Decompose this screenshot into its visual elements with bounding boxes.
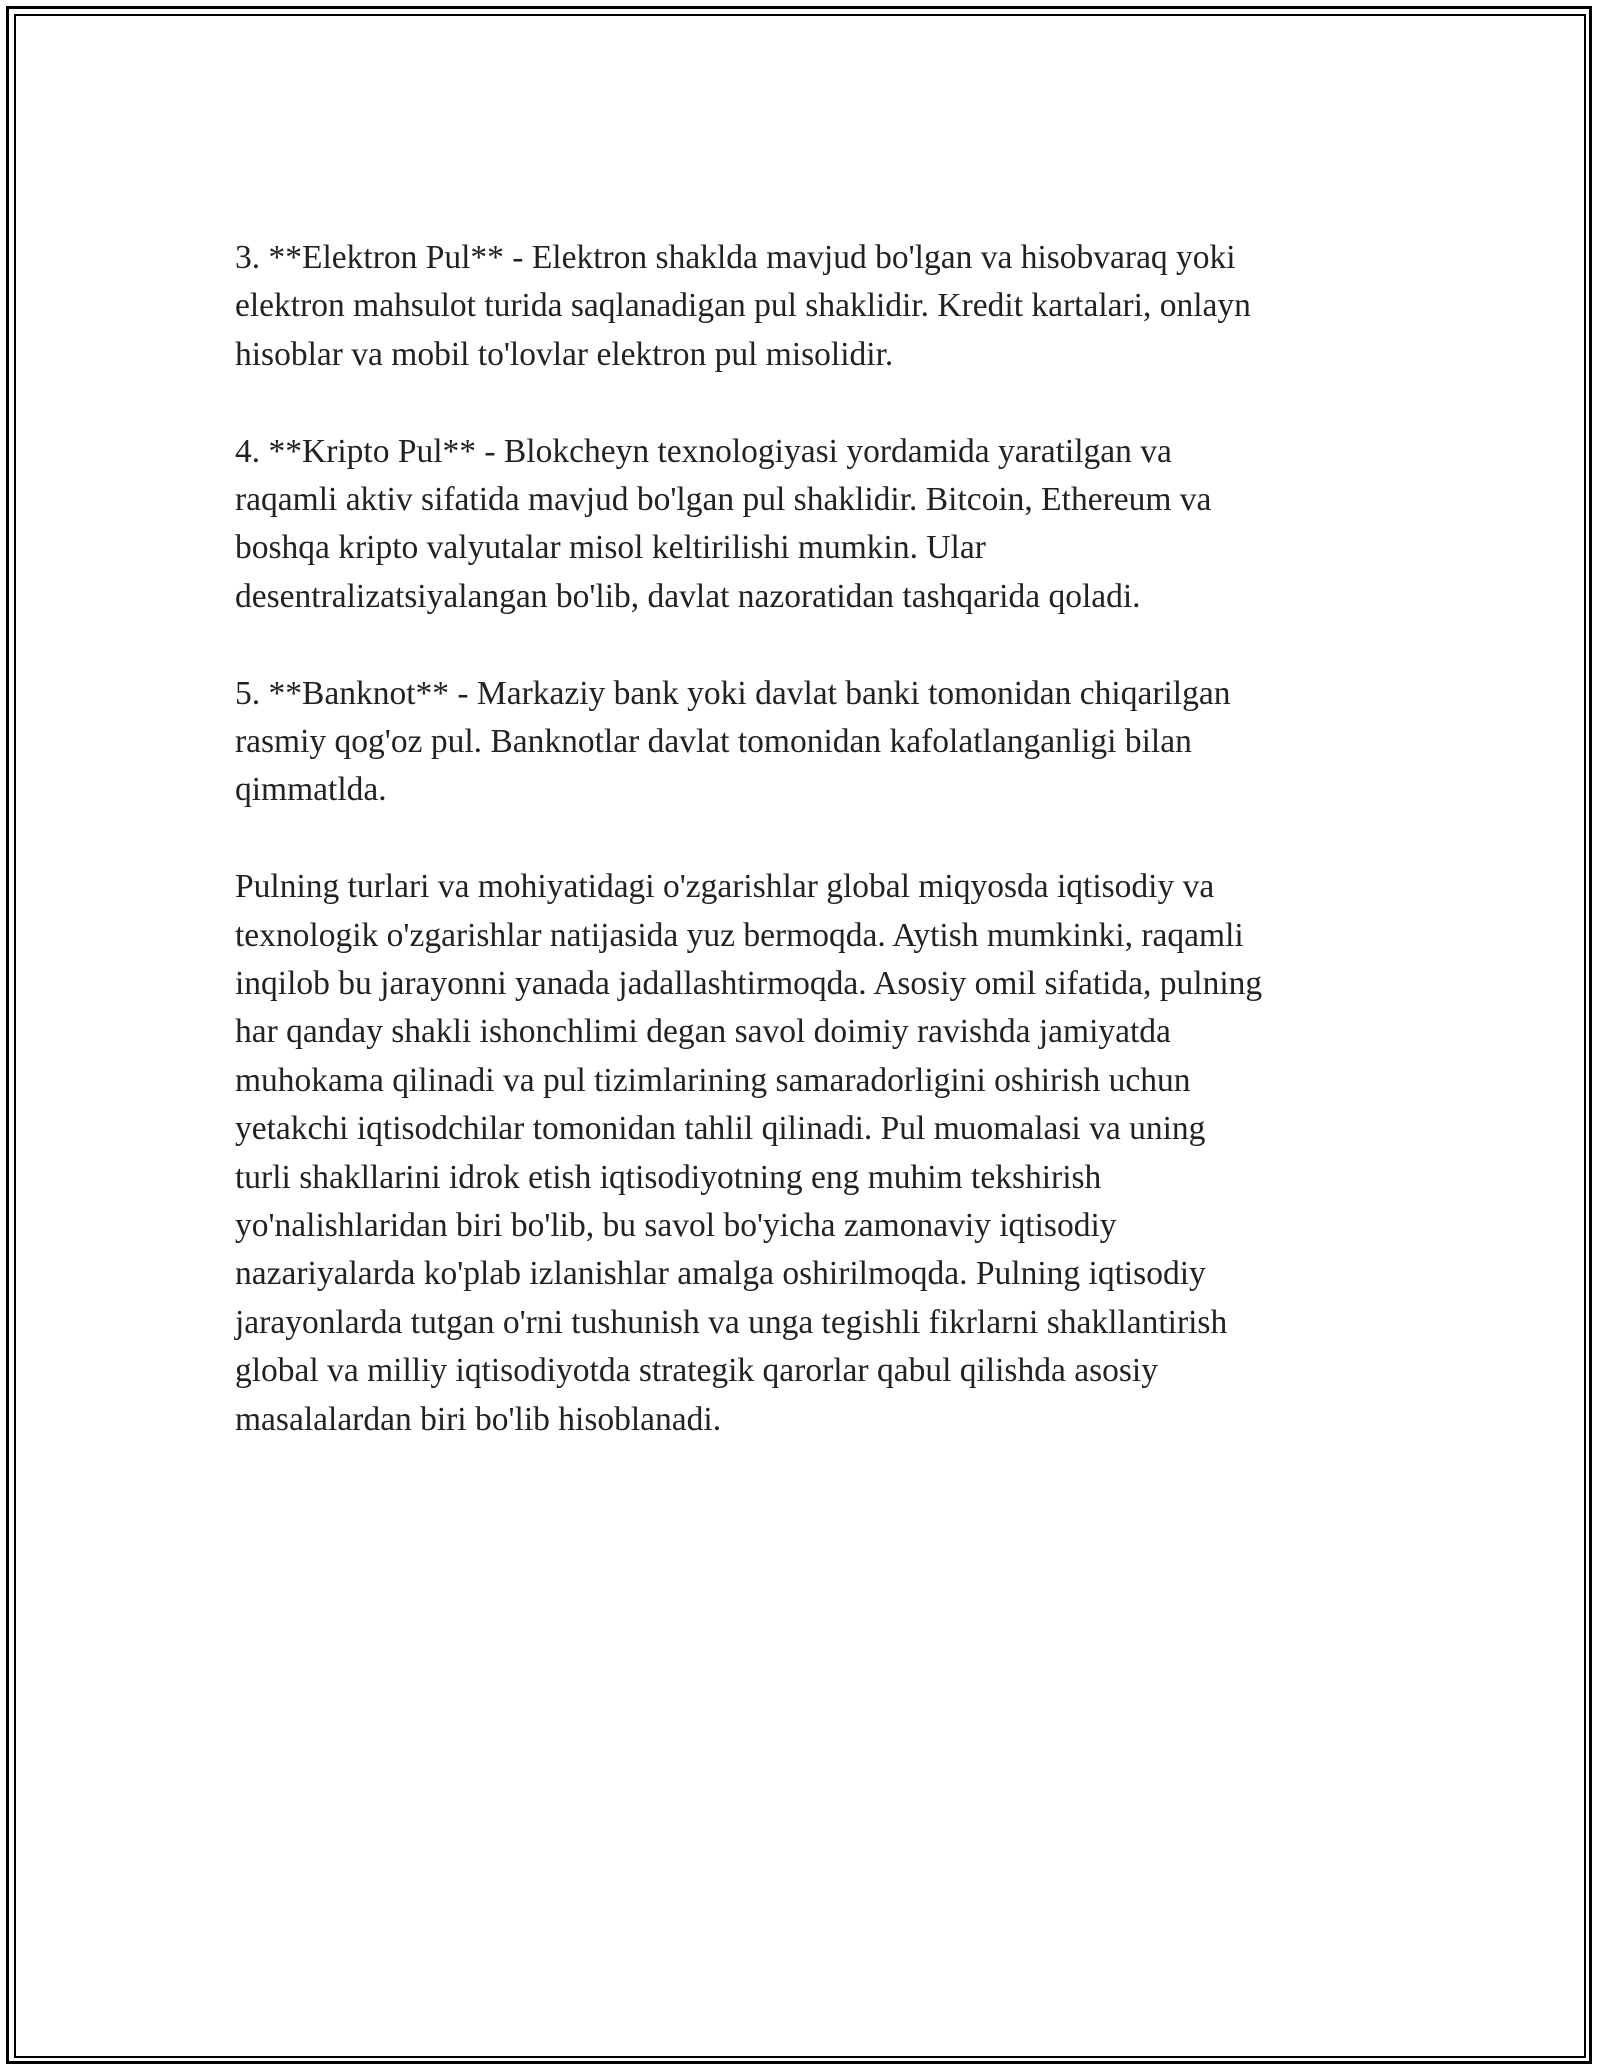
paragraph-electronic-money: 3. **Elektron Pul** - Elektron shaklda mavjud bo'lgan va hisobvaraq yoki elektron mahsulot turida saqlanadigan pul shaklidir. Kredit kartalari, onlayn hisoblar va mobil to'lovlar elektron pul misolidir. (235, 239, 1251, 373)
paragraph-banknote: 5. **Banknot** - Markaziy bank yoki davlat banki tomonidan chiqarilgan rasmiy qog'oz pul. Banknotlar davlat tomonidan kafolatlanganligi bilan qimmatlda. (235, 674, 1231, 809)
paragraph-conclusion: Pulning turlari va mohiyatidagi o'zgarishlar global miqyosda iqtisodiy va texnologik o'zgarishlar natijasida yuz bermoqda. Aytish mumkinki, raqamli inqilob bu jarayonni yanada jadallashtirmoqda. Asosiy omil sifatida, pulning har qanday shakli ishonchlimi degan savol doimiy ravishda jamiyatda muhokama qilinadi va pul tizimlarining samaradorligini oshirish uchun yetakchi iqtisodchilar tomonidan tahlil qilinadi. Pul muomalasi va uning turli shakllarini idrok etish iqtisodiyotning eng muhim tekshirish yo'nalishlaridan biri bo'lib, bu savol bo'yicha zamonaviy iqtisodiy nazariyalarda ko'plab izlanishlar amalga oshirilmoqda. Pulning iqtisodiy jarayonlarda tutgan o'rni tushunish va unga tegishli fikrlarni shakllantirish global va milliy iqtisodiyotda strategik qarorlar qabul qilishda asosiy masalalardan biri bo'lib hisoblanadi. (235, 868, 1263, 1438)
paragraph-crypto-money: 4. **Kripto Pul** - Blokcheyn texnologiyasi yordamida yaratilgan va raqamli aktiv sifatida mavjud bo'lgan pul shaklidir. Bitcoin, Ethereum va boshqa kripto valyutalar misol keltirilishi mumkin. Ular desentralizatsiyalangan bo'lib, davlat nazoratidan tashqarida qoladi. (235, 432, 1212, 615)
document-body (235, 234, 1375, 1493)
